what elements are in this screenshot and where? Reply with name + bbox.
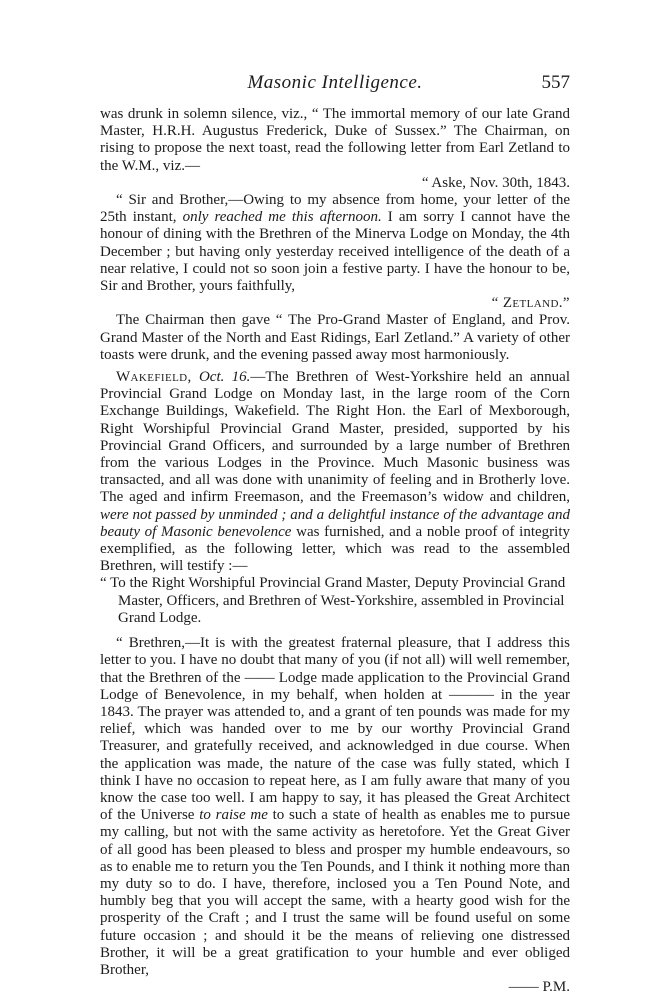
page-number: 557 xyxy=(541,72,570,93)
letter-address: “ To the Right Worshipful Provincial Grand Master, Deputy Provincial Grand Master, Officers, and Brethren of West-Yorkshire, assembled in Provincial Grand Lodge. xyxy=(100,575,566,626)
wakefield-emphasis: were not passed by unminded ; and a delightful instance of the advantage and beauty of Masonic benevolence xyxy=(100,506,570,540)
paragraph-wakefield xyxy=(100,369,570,575)
running-header xyxy=(100,72,570,106)
wakefield-text: —The Brethren of West-Yorkshire held an annual Provincial Grand Lodge on Monday last, in the large room of the Corn Exchange Buildings, Wakefield. The Right Hon. the Earl of Mexborough, Right Worshipful Provincial Grand Master, presided, supported by his Provincial Grand Officers, and surrounded by a large number of Brethren from the various Lodges in the Province. Much Masonic business was transacted, and all was done with unanimity of feeling and in Brotherly love. The aged and infirm Freemason, and the Freemason’s widow and children, xyxy=(100,369,570,506)
brethren-letter-text-continued: to such a state of health as enables me to pursue my calling, but not with the same activity as heretofore. Yet the Great Giver of all good has been pleased to bless and prosper my humble endeavours, so as to enable me to return you the Ten Pounds, and I think it nothing more than my duty so to do. I have, therefore, inclosed you a Ten Pound Note, and humbly beg that you will accept the same, with a hearty good wish for the prosperity of the Craft ; and I trust the same will be found useful on some future occasion ; and should it be the means of relieving one distressed Brother, it will be a great gratification to your humble and ever obliged Brother, xyxy=(100,807,570,978)
brethren-letter xyxy=(100,635,570,979)
zetland-letter-text-continued: I am sorry I cannot have the honour of dining with the Brethren of the Minerva Lodge on Monday, the 4th December ; but having only yesterday received intelligence of the death of a near relative, I could not so soon join a festive party. I have the honour to be, Sir and Brother, yours faithfully, xyxy=(100,209,570,295)
brethren-letter-emphasis: to raise me xyxy=(199,807,268,824)
zetland-letter-text: “ Sir and Brother,—Owing to my absence from home, your letter of the 25th instant, xyxy=(100,192,570,226)
paragraph-chairman: The Chairman then gave “ The Pro-Grand Master of England, and Prov. Grand Master of the North and East Ridings, Earl Zetland.” A variety of other toasts were drunk, and the evening passed away most harmoniously. xyxy=(100,312,570,363)
dateline-date: Oct. 16. xyxy=(198,369,251,386)
wakefield-text-continued: was furnished, and a noble proof of integrity exemplified, as the following letter, which was read to the assembled Brethren, will testify :— xyxy=(100,523,570,575)
letter-signature-pm: —— P.M. xyxy=(508,979,570,996)
running-title: Masonic Intelligence. xyxy=(247,72,423,93)
zetland-letter xyxy=(100,192,570,295)
paragraph-toast: was drunk in solemn silence, viz., “ The immortal memory of our late Grand Master, H.R.H. Augustus Frederick, Duke of Sussex.” The Chairman, on rising to propose the next toast, read the following letter from Earl Zetland to the W.M., viz.— xyxy=(100,106,570,174)
zetland-signature: “ Zetland.” xyxy=(491,295,570,312)
zetland-letter-emphasis: only reached me this afternoon. xyxy=(182,209,382,226)
place-name: Wakefield, xyxy=(116,369,192,386)
article-body xyxy=(100,106,570,996)
letter-signature-zetland xyxy=(100,295,570,312)
brethren-letter-text: “ Brethren,—It is with the greatest fraternal pleasure, that I address this letter to you. I have no doubt that many of you (if not all) will well remember, that the Brethren of the —— Lodge made application to the Provincial Grand Lodge of Benevolence, in my behalf, when holden at ——— in the year 1843. The prayer was attended to, and a grant of ten pounds was made for my relief, which was handed over to me by our worthy Provincial Grand Treasurer, and gratefully received, and acknowledged in due course. When the application was made, the nature of the case was fully stated, which I think I have no occasion to repeat here, as I am fully aware that many of you know the case too well. I am happy to say, it has pleased the Great Architect of the Universe xyxy=(100,635,570,824)
page xyxy=(100,72,570,996)
letter-dateline: “ Aske, Nov. 30th, 1843. xyxy=(421,174,570,191)
